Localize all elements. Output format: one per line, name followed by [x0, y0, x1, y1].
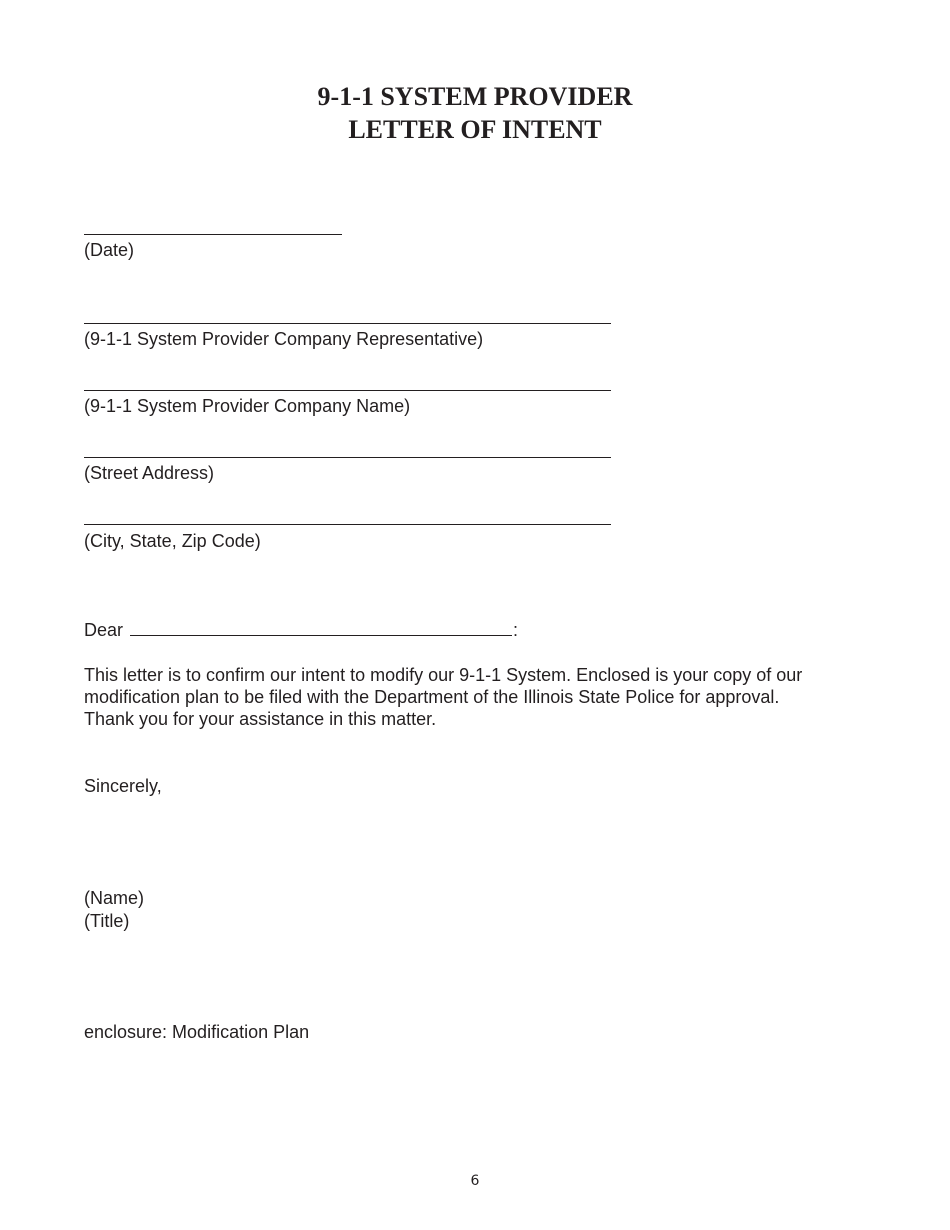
document-title: [0, 80, 950, 146]
salutation: [84, 619, 518, 641]
title-line-2: LETTER OF INTENT: [348, 115, 602, 144]
city-state-zip-label: (City, State, Zip Code): [84, 531, 261, 551]
recipient-blank-line[interactable]: [130, 619, 512, 636]
representative-blank-line[interactable]: [84, 323, 611, 324]
company-name-blank-line[interactable]: [84, 390, 611, 391]
street-address-blank-line[interactable]: [84, 457, 611, 458]
date-label: (Date): [84, 240, 135, 260]
signature-name-label: (Name): [84, 888, 145, 908]
representative-label: (9-1-1 System Provider Company Representative): [84, 329, 484, 349]
date-blank-line[interactable]: [84, 234, 342, 235]
street-address-label: (Street Address): [84, 463, 215, 483]
letter-body: This letter is to confirm our intent to modify our 9-1-1 System. Enclosed is your copy of our modification plan to be filed with the Department of the Illinois State Police for approval. Thank you for your assistance in this matter.: [84, 665, 803, 729]
company-name-label: (9-1-1 System Provider Company Name): [84, 396, 411, 416]
title-line-1: 9-1-1 SYSTEM PROVIDER: [317, 82, 633, 111]
page-number: 6: [470, 1173, 480, 1189]
signature-title-label: (Title): [84, 911, 130, 931]
city-state-zip-blank-line[interactable]: [84, 524, 611, 525]
salutation-prefix: Dear: [84, 620, 124, 640]
closing-text: Sincerely,: [84, 776, 162, 796]
salutation-suffix: :: [513, 620, 519, 640]
enclosure-note: enclosure: Modification Plan: [84, 1022, 310, 1042]
